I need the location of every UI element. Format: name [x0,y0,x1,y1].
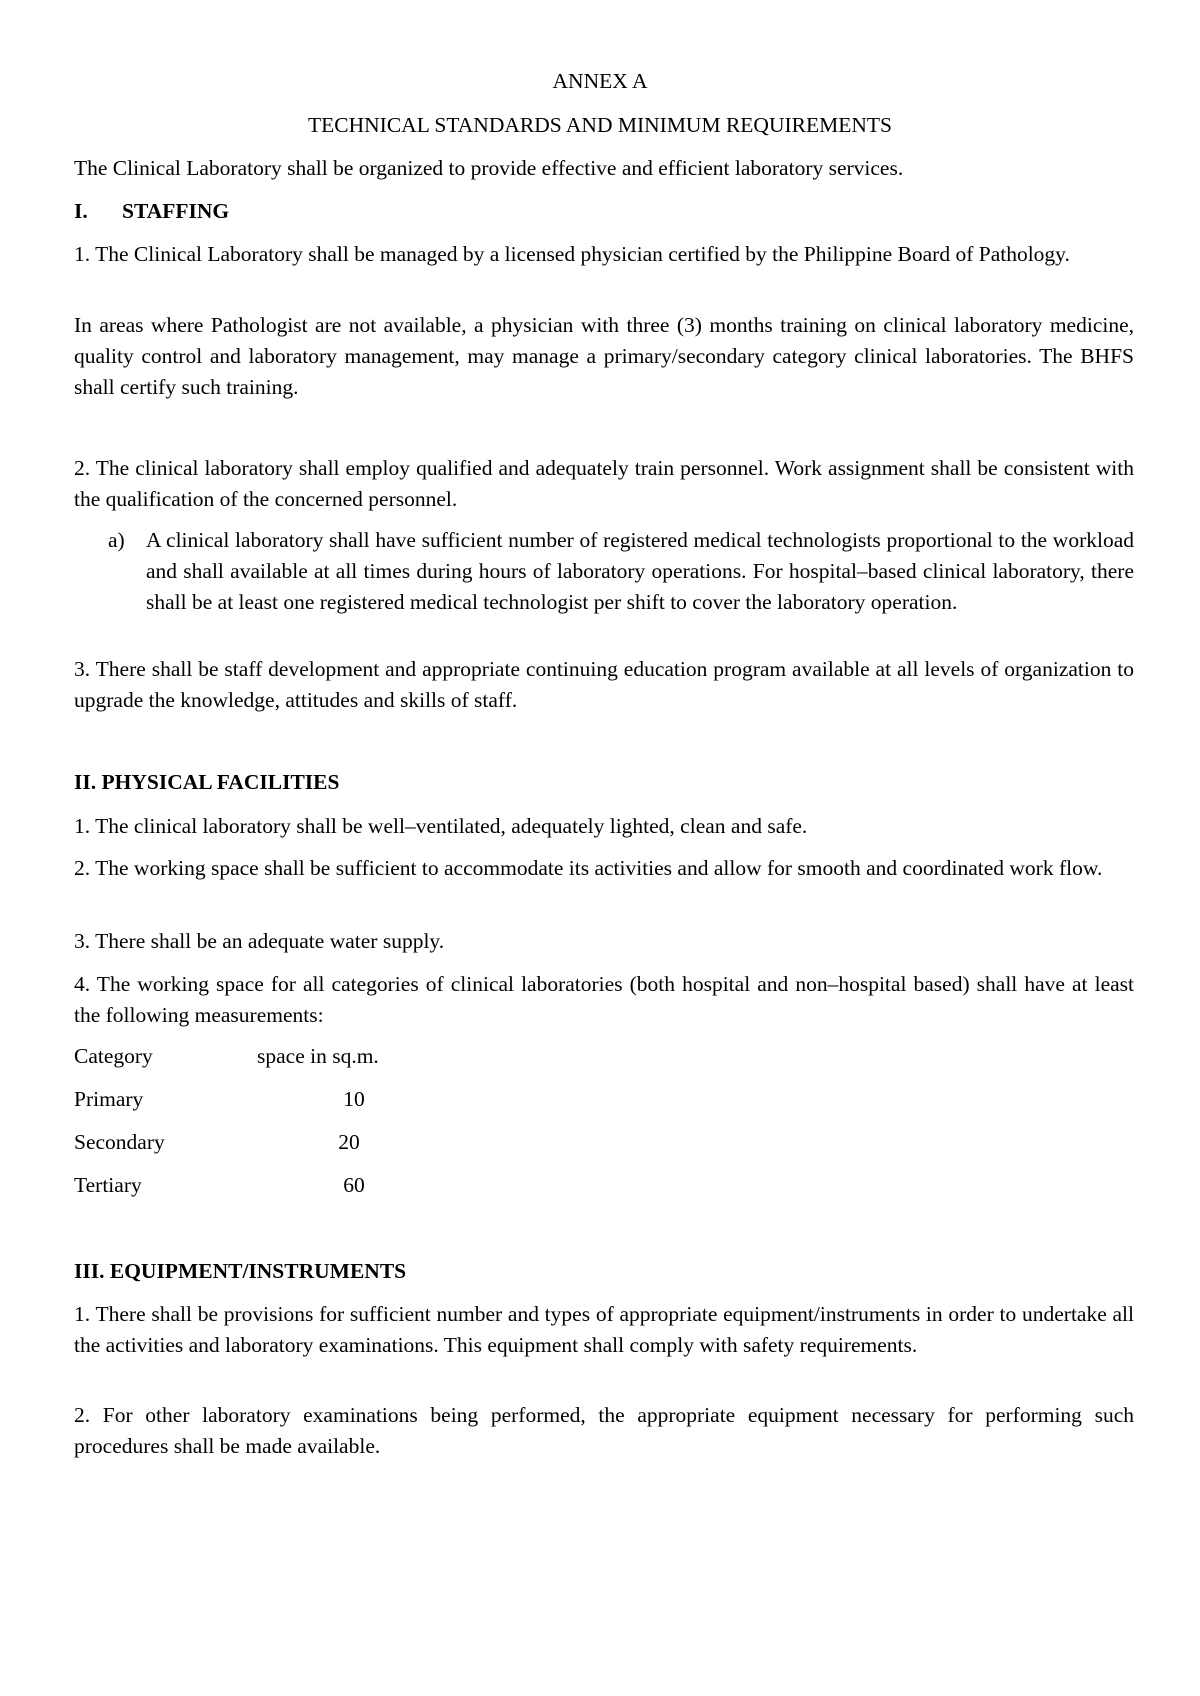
staffing-item-2: 2. The clinical laboratory shall employ qualified and adequately train personnel. Work assignment shall be consistent with the qualification of the concerned personnel. [74,456,1134,511]
section-numeral: I. [74,199,88,223]
column-header-category: Category [74,1044,153,1068]
facilities-item-4: 4. The working space for all categories of clinical laboratories (both hospital and non–hospital based) shall have at least the following measurements: [74,972,1134,1027]
subitem-text: A clinical laboratory shall have sufficient number of registered medical technologists proportional to the workload and shall available at all times during hours of laboratory operations. For hospital–based clinical laboratory, there shall be at least one registered medical technologist per shift to cover the laboratory operation. [146,528,1134,614]
facilities-item-2: 2. The working space shall be sufficient to accommodate its activities and allow for smooth and coordinated work flow. [74,856,1103,880]
staffing-item-1: 1. The Clinical Laboratory shall be managed by a licensed physician certified by the Philippine Board of Pathology. [74,242,1070,266]
document-title: TECHNICAL STANDARDS AND MINIMUM REQUIREMENTS [308,113,892,137]
section-heading-text: STAFFING [122,199,230,223]
column-header-space: space in sq.m. [257,1044,379,1068]
staffing-item-3: 3. There shall be staff development and appropriate continuing education program available at all levels of organization to upgrade the knowledge, attitudes and skills of staff. [74,657,1134,712]
subitem-marker: a) [108,528,125,552]
facilities-item-1: 1. The clinical laboratory shall be well–ventilated, adequately lighted, clean and safe. [74,814,808,838]
table-cell-space: 20 [338,1130,360,1154]
staffing-item-1-note: In areas where Pathologist are not available, a physician with three (3) months training on clinical laboratory medicine, quality control and laboratory management, may manage a primary/secondary category clinical laboratories. The BHFS shall certify such training. [74,313,1134,399]
table-cell-category: Secondary [74,1130,165,1154]
section-heading-equipment: III. EQUIPMENT/INSTRUMENTS [74,1259,407,1283]
section-heading-physical-facilities: II. PHYSICAL FACILITIES [74,770,340,794]
section-heading-staffing [74,196,1134,227]
staffing-subitem-a [108,525,1134,618]
facilities-item-3: 3. There shall be an adequate water supply. [74,929,445,953]
equipment-item-2: 2. For other laboratory examinations being performed, the appropriate equipment necessary for performing such procedures shall be made available. [74,1403,1134,1458]
equipment-item-1: 1. There shall be provisions for sufficient number and types of appropriate equipment/instruments in order to undertake all the activities and laboratory examinations. This equipment shall comply with safety requirements. [74,1302,1134,1357]
table-cell-space: 10 [343,1087,365,1111]
table-cell-space: 60 [343,1173,365,1197]
intro-paragraph: The Clinical Laboratory shall be organized to provide effective and efficient laboratory services. [74,156,904,180]
annex-title: ANNEX A [552,69,648,93]
table-cell-category: Tertiary [74,1173,142,1197]
table-cell-category: Primary [74,1087,144,1111]
